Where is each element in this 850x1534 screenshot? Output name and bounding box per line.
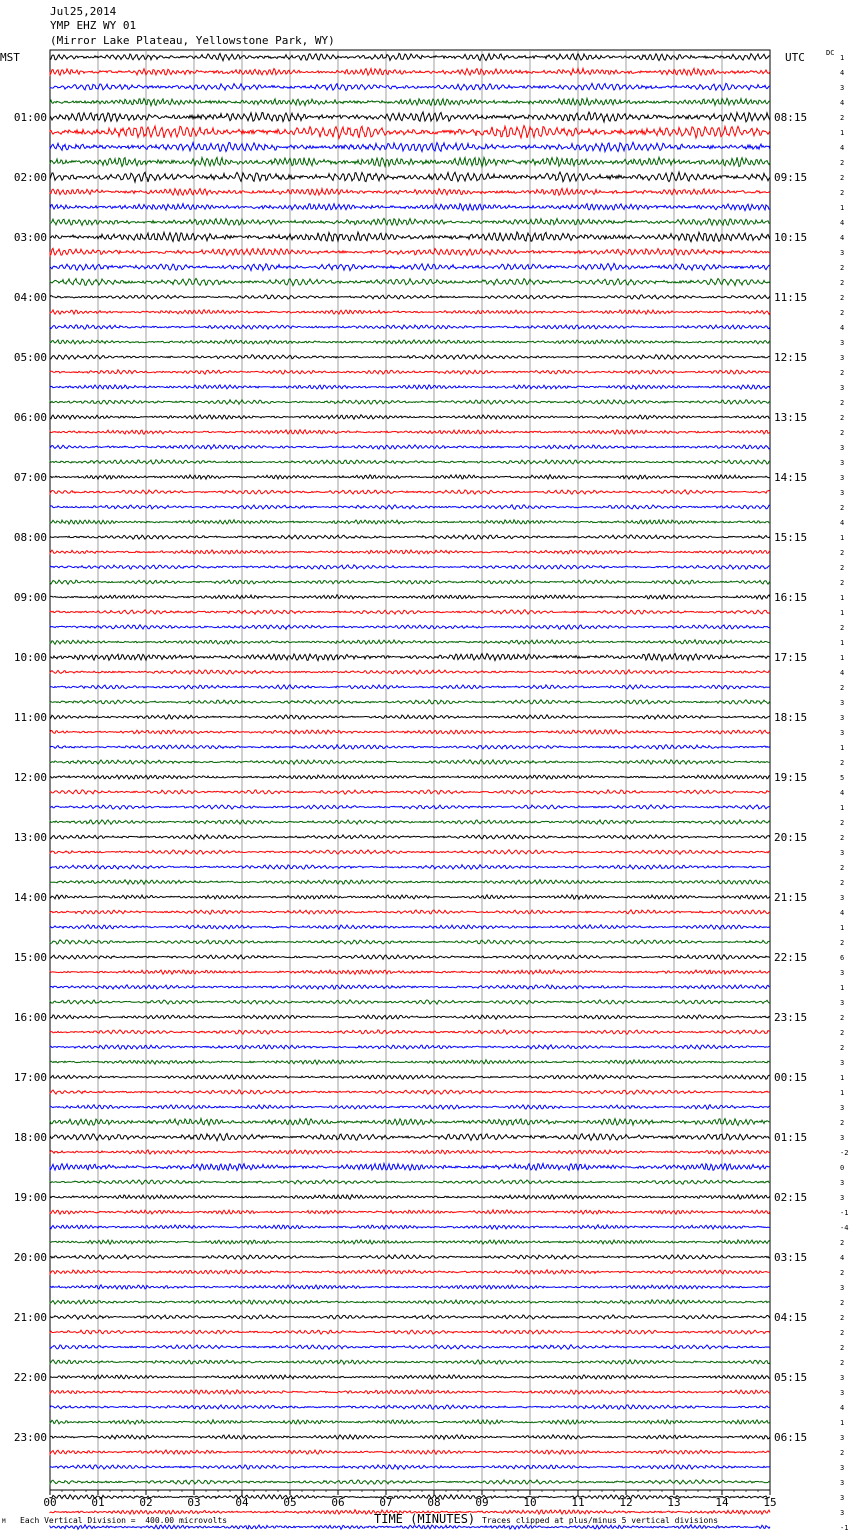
dc-offset-value: 3 xyxy=(840,1374,845,1382)
seismic-trace xyxy=(50,910,770,915)
x-tick-label: 07 xyxy=(379,1496,393,1509)
seismic-trace xyxy=(50,535,770,540)
seismic-trace xyxy=(50,248,770,255)
seismic-trace xyxy=(50,1000,770,1004)
seismic-trace xyxy=(50,730,770,734)
utc-hour-label: 10:15 xyxy=(774,231,808,244)
seismic-trace xyxy=(50,1045,770,1049)
x-tick-label: 01 xyxy=(91,1496,105,1509)
seismic-trace xyxy=(50,232,770,242)
seismic-trace xyxy=(50,1270,770,1274)
dc-offset-value: 1 xyxy=(840,1419,845,1427)
seismic-trace xyxy=(50,654,770,661)
utc-hour-label: 15:15 xyxy=(774,531,808,544)
dc-offset-value: 1 xyxy=(840,1089,845,1097)
seismic-trace xyxy=(50,370,770,374)
dc-offset-value: 1 xyxy=(840,654,845,662)
utc-hour-label: 20:15 xyxy=(774,831,808,844)
x-axis-label: TIME (MINUTES) xyxy=(374,1512,476,1526)
seismic-trace xyxy=(50,925,770,929)
seismic-trace xyxy=(50,142,770,151)
seismic-trace xyxy=(50,1134,770,1141)
seismic-trace xyxy=(50,550,770,554)
mst-hour-label: 17:00 xyxy=(13,1071,47,1084)
mst-hour-label: 18:00 xyxy=(13,1131,47,1144)
seismic-trace xyxy=(50,595,770,599)
x-tick-label: 14 xyxy=(715,1496,729,1509)
seismic-trace xyxy=(50,985,770,989)
seismic-trace xyxy=(50,1450,770,1454)
seismic-trace xyxy=(50,955,770,959)
mst-hour-label: 05:00 xyxy=(13,351,47,364)
seismic-trace xyxy=(50,126,770,139)
dc-offset-value: 4 xyxy=(840,219,845,227)
dc-offset-value: 1 xyxy=(840,984,845,992)
utc-hour-label: 21:15 xyxy=(774,891,808,904)
dc-offset-value: 3 xyxy=(840,1509,845,1517)
dc-offset-value: 1 xyxy=(840,129,845,137)
x-tick-label: 03 xyxy=(187,1496,201,1509)
dc-offset-value: 3 xyxy=(840,84,845,92)
seismic-trace xyxy=(50,865,770,869)
x-tick-label: 09 xyxy=(475,1496,489,1509)
utc-hour-label: 06:15 xyxy=(774,1431,808,1444)
mst-hour-label: 01:00 xyxy=(13,111,47,124)
seismic-trace xyxy=(50,340,770,344)
dc-offset-value: 2 xyxy=(840,369,845,377)
seismic-trace xyxy=(50,1210,770,1214)
seismic-trace xyxy=(50,430,770,435)
seismic-trace xyxy=(50,1345,770,1350)
dc-offset-value: 2 xyxy=(840,1449,845,1457)
dc-offset-value: -1 xyxy=(840,1524,849,1532)
dc-offset-value: 3 xyxy=(840,714,845,722)
dc-offset-value: 1 xyxy=(840,204,845,212)
dc-offset-header: DC xyxy=(826,49,835,57)
dc-offset-value: 3 xyxy=(840,459,845,467)
seismic-trace xyxy=(50,460,770,464)
utc-hour-label: 23:15 xyxy=(774,1011,808,1024)
dc-offset-value: 3 xyxy=(840,999,845,1007)
mst-hour-label: 19:00 xyxy=(13,1191,47,1204)
dc-offset-value: 3 xyxy=(840,1389,845,1397)
seismic-trace xyxy=(50,1465,770,1469)
x-tick-label: 08 xyxy=(427,1496,441,1509)
seismic-trace xyxy=(50,83,770,90)
seismic-trace xyxy=(50,1150,770,1154)
seismic-trace xyxy=(50,745,770,750)
seismic-trace xyxy=(50,1480,770,1484)
seismic-trace xyxy=(50,1420,770,1424)
dc-offset-value: 2 xyxy=(840,399,845,407)
dc-offset-value: 2 xyxy=(840,1344,845,1352)
seismic-trace xyxy=(50,1180,770,1184)
seismic-trace xyxy=(50,415,770,419)
seismic-trace xyxy=(50,157,770,167)
dc-offset-value: 2 xyxy=(840,1329,845,1337)
utc-hour-label: 00:15 xyxy=(774,1071,808,1084)
dc-offset-value: 3 xyxy=(840,1179,845,1187)
seismic-trace xyxy=(50,850,770,855)
seismic-trace xyxy=(50,715,770,719)
dc-offset-value: 3 xyxy=(840,1194,845,1202)
seismic-trace xyxy=(50,263,770,270)
dc-offset-value: 2 xyxy=(840,429,845,437)
seismic-trace xyxy=(50,310,770,315)
mst-hour-label: 12:00 xyxy=(13,771,47,784)
utc-hour-label: 13:15 xyxy=(774,411,808,424)
seismic-trace xyxy=(50,970,770,975)
mst-hour-label: 23:00 xyxy=(13,1431,47,1444)
x-tick-label: 05 xyxy=(283,1496,297,1509)
dc-offset-value: 2 xyxy=(840,114,845,122)
seismic-trace xyxy=(50,580,770,584)
dc-offset-value: 1 xyxy=(840,54,845,62)
seismic-trace xyxy=(50,790,770,795)
dc-offset-value: 3 xyxy=(840,894,845,902)
dc-offset-value: 2 xyxy=(840,579,845,587)
mst-hour-label: 21:00 xyxy=(13,1311,47,1324)
x-tick-label: 12 xyxy=(619,1496,633,1509)
seismic-trace xyxy=(50,385,770,389)
seismic-trace xyxy=(50,820,770,825)
dc-offset-value: 1 xyxy=(840,744,845,752)
seismic-trace xyxy=(50,1360,770,1365)
station-location: (Mirror Lake Plateau, Yellowstone Park, WY) xyxy=(50,34,335,47)
dc-offset-value: 5 xyxy=(840,774,845,782)
station-code: YMP EHZ WY 01 xyxy=(50,19,137,32)
dc-offset-value: 2 xyxy=(840,189,845,197)
seismic-trace xyxy=(50,640,770,645)
dc-offset-value: 3 xyxy=(840,969,845,977)
utc-hour-label: 18:15 xyxy=(774,711,808,724)
dc-offset-value: 3 xyxy=(840,1494,845,1502)
dc-offset-value: 2 xyxy=(840,684,845,692)
dc-offset-value: 4 xyxy=(840,519,845,527)
seismic-trace xyxy=(50,400,770,404)
dc-offset-value: 3 xyxy=(840,1284,845,1292)
mst-hour-label: 11:00 xyxy=(13,711,47,724)
mst-hour-label: 13:00 xyxy=(13,831,47,844)
dc-offset-value: 3 xyxy=(840,339,845,347)
utc-hour-label: 12:15 xyxy=(774,351,808,364)
dc-offset-value: 3 xyxy=(840,699,845,707)
dc-offset-value: 4 xyxy=(840,69,845,77)
seismic-trace xyxy=(50,112,770,122)
dc-offset-value: 1 xyxy=(840,804,845,812)
dc-offset-value: 3 xyxy=(840,1059,845,1067)
seismic-trace xyxy=(50,295,770,299)
dc-offset-value: 4 xyxy=(840,99,845,107)
utc-hour-label: 17:15 xyxy=(774,651,808,664)
dc-offset-value: 3 xyxy=(840,1434,845,1442)
dc-offset-value: 1 xyxy=(840,534,845,542)
dc-offset-value: 2 xyxy=(840,834,845,842)
clip-note: Traces clipped at plus/minus 5 vertical divisions xyxy=(482,1516,719,1525)
mst-hour-label: 02:00 xyxy=(13,171,47,184)
dc-offset-value: 2 xyxy=(840,549,845,557)
seismic-trace xyxy=(50,1285,770,1289)
seismic-trace xyxy=(50,98,770,105)
seismic-trace xyxy=(50,1435,770,1439)
seismic-trace xyxy=(50,218,770,225)
dc-offset-value: 4 xyxy=(840,909,845,917)
dc-offset-value: 4 xyxy=(840,1404,845,1412)
x-tick-label: 00 xyxy=(43,1496,57,1509)
dc-offset-value: 2 xyxy=(840,159,845,167)
seismic-trace xyxy=(50,775,770,779)
dc-offset-value: 2 xyxy=(840,879,845,887)
dc-offset-value: 4 xyxy=(840,324,845,332)
seismic-trace xyxy=(50,1375,770,1379)
seismic-trace xyxy=(50,1060,770,1065)
utc-hour-label: 02:15 xyxy=(774,1191,808,1204)
dc-offset-value: 3 xyxy=(840,849,845,857)
x-tick-label: 13 xyxy=(667,1496,681,1509)
dc-offset-value: 1 xyxy=(840,594,845,602)
seismic-trace xyxy=(50,475,770,480)
x-tick-label: 04 xyxy=(235,1496,249,1509)
x-tick-label: 15 xyxy=(763,1496,777,1509)
seismic-trace xyxy=(50,700,770,704)
seismic-trace xyxy=(50,490,770,494)
seismic-trace xyxy=(50,880,770,885)
left-timezone-label: MST xyxy=(0,51,20,64)
dc-offset-value: 2 xyxy=(840,819,845,827)
dc-offset-value: 2 xyxy=(840,624,845,632)
dc-offset-value: 3 xyxy=(840,444,845,452)
seismic-trace xyxy=(50,1405,770,1409)
dc-offset-value: 1 xyxy=(840,639,845,647)
dc-offset-value: 3 xyxy=(840,384,845,392)
seismic-trace xyxy=(50,895,770,899)
dc-offset-value: -2 xyxy=(840,1149,849,1157)
record-date: Jul25,2014 xyxy=(50,5,117,18)
dc-offset-value: 3 xyxy=(840,1479,845,1487)
seismic-trace xyxy=(50,278,770,285)
seismic-trace xyxy=(50,1300,770,1304)
seismic-trace xyxy=(50,1105,770,1109)
seismic-trace xyxy=(50,610,770,614)
utc-hour-label: 16:15 xyxy=(774,591,808,604)
x-tick-label: 11 xyxy=(571,1496,585,1509)
dc-offset-value: 2 xyxy=(840,864,845,872)
seismic-trace xyxy=(50,1075,770,1079)
seismic-trace xyxy=(50,68,770,75)
dc-offset-value: 2 xyxy=(840,1314,845,1322)
dc-offset-value: 3 xyxy=(840,1104,845,1112)
seismic-trace xyxy=(50,188,770,195)
dc-offset-value: 2 xyxy=(840,309,845,317)
x-tick-label: 06 xyxy=(331,1496,345,1509)
utc-hour-label: 05:15 xyxy=(774,1371,808,1384)
mst-hour-label: 15:00 xyxy=(13,951,47,964)
seismic-trace xyxy=(50,1015,770,1019)
mst-hour-label: 03:00 xyxy=(13,231,47,244)
dc-offset-value: 3 xyxy=(840,729,845,737)
dc-offset-value: 2 xyxy=(840,1269,845,1277)
utc-hour-label: 11:15 xyxy=(774,291,808,304)
seismic-trace xyxy=(50,325,770,329)
mst-hour-label: 07:00 xyxy=(13,471,47,484)
dc-offset-value: 2 xyxy=(840,1119,845,1127)
right-timezone-label: UTC xyxy=(785,51,805,64)
seismic-trace xyxy=(50,445,770,449)
utc-hour-label: 14:15 xyxy=(774,471,808,484)
seismic-trace xyxy=(50,1495,770,1500)
dc-offset-value: 3 xyxy=(840,489,845,497)
dc-offset-value: 0 xyxy=(840,1164,845,1172)
mst-hour-label: 08:00 xyxy=(13,531,47,544)
dc-offset-value: 2 xyxy=(840,1044,845,1052)
mst-hour-label: 04:00 xyxy=(13,291,47,304)
dc-offset-value: 4 xyxy=(840,789,845,797)
scale-note: Each Vertical Division = 400.00 microvolts xyxy=(20,1516,228,1525)
footer-mark: M xyxy=(2,1518,6,1525)
seismic-trace xyxy=(50,53,770,60)
seismic-trace xyxy=(50,685,770,689)
seismic-trace xyxy=(50,805,770,809)
dc-offset-value: 2 xyxy=(840,564,845,572)
seismic-trace xyxy=(50,940,770,944)
seismic-trace xyxy=(50,1119,770,1126)
seismic-trace xyxy=(50,1390,770,1394)
dc-offset-value: 2 xyxy=(840,1239,845,1247)
mst-hour-label: 10:00 xyxy=(13,651,47,664)
dc-offset-value: -4 xyxy=(840,1224,849,1232)
dc-offset-value: 1 xyxy=(840,609,845,617)
seismic-trace xyxy=(50,565,770,569)
dc-offset-value: 2 xyxy=(840,174,845,182)
mst-hour-label: 20:00 xyxy=(13,1251,47,1264)
dc-offset-value: 2 xyxy=(840,414,845,422)
utc-hour-label: 01:15 xyxy=(774,1131,808,1144)
utc-hour-label: 22:15 xyxy=(774,951,808,964)
dc-offset-value: 6 xyxy=(840,954,845,962)
dc-offset-value: 4 xyxy=(840,234,845,242)
seismic-trace xyxy=(50,172,770,182)
dc-offset-value: 3 xyxy=(840,474,845,482)
seismic-trace xyxy=(50,355,770,360)
dc-offset-value: 2 xyxy=(840,294,845,302)
seismic-trace xyxy=(50,1240,770,1244)
mst-hour-label: 09:00 xyxy=(13,591,47,604)
mst-hour-label: 16:00 xyxy=(13,1011,47,1024)
seismic-trace xyxy=(50,1255,770,1259)
utc-hour-label: 19:15 xyxy=(774,771,808,784)
dc-offset-value: 4 xyxy=(840,1254,845,1262)
dc-offset-value: 3 xyxy=(840,1464,845,1472)
dc-offset-value: 4 xyxy=(840,669,845,677)
seismic-trace xyxy=(50,520,770,524)
seismic-trace xyxy=(50,1315,770,1320)
seismic-trace xyxy=(50,670,770,674)
seismic-trace xyxy=(50,505,770,509)
seismic-trace xyxy=(50,1195,770,1200)
utc-hour-label: 08:15 xyxy=(774,111,808,124)
dc-offset-value: 3 xyxy=(840,354,845,362)
seismic-trace xyxy=(50,204,770,211)
dc-offset-value: 2 xyxy=(840,1359,845,1367)
mst-hour-label: 14:00 xyxy=(13,891,47,904)
dc-offset-value: -1 xyxy=(840,1209,849,1217)
dc-offset-value: 2 xyxy=(840,1029,845,1037)
dc-offset-value: 4 xyxy=(840,144,845,152)
seismic-trace xyxy=(50,1030,770,1034)
seismic-trace xyxy=(50,760,770,765)
dc-offset-value: 2 xyxy=(840,264,845,272)
dc-offset-value: 3 xyxy=(840,1134,845,1142)
dc-offset-value: 1 xyxy=(840,924,845,932)
dc-offset-value: 2 xyxy=(840,939,845,947)
utc-hour-label: 03:15 xyxy=(774,1251,808,1264)
utc-hour-label: 09:15 xyxy=(774,171,808,184)
dc-offset-value: 2 xyxy=(840,279,845,287)
dc-offset-value: 1 xyxy=(840,1074,845,1082)
seismic-trace xyxy=(50,1090,770,1094)
mst-hour-label: 06:00 xyxy=(13,411,47,424)
seismic-trace xyxy=(50,1164,770,1171)
utc-hour-label: 04:15 xyxy=(774,1311,808,1324)
mst-hour-label: 22:00 xyxy=(13,1371,47,1384)
seismic-trace xyxy=(50,835,770,839)
seismic-trace xyxy=(50,1330,770,1334)
dc-offset-value: 3 xyxy=(840,249,845,257)
dc-offset-value: 2 xyxy=(840,1014,845,1022)
dc-offset-value: 2 xyxy=(840,759,845,767)
dc-offset-value: 2 xyxy=(840,504,845,512)
seismic-trace xyxy=(50,1225,770,1230)
seismic-trace xyxy=(50,625,770,629)
x-tick-label: 02 xyxy=(139,1496,153,1509)
x-tick-label: 10 xyxy=(523,1496,537,1509)
dc-offset-value: 2 xyxy=(840,1299,845,1307)
